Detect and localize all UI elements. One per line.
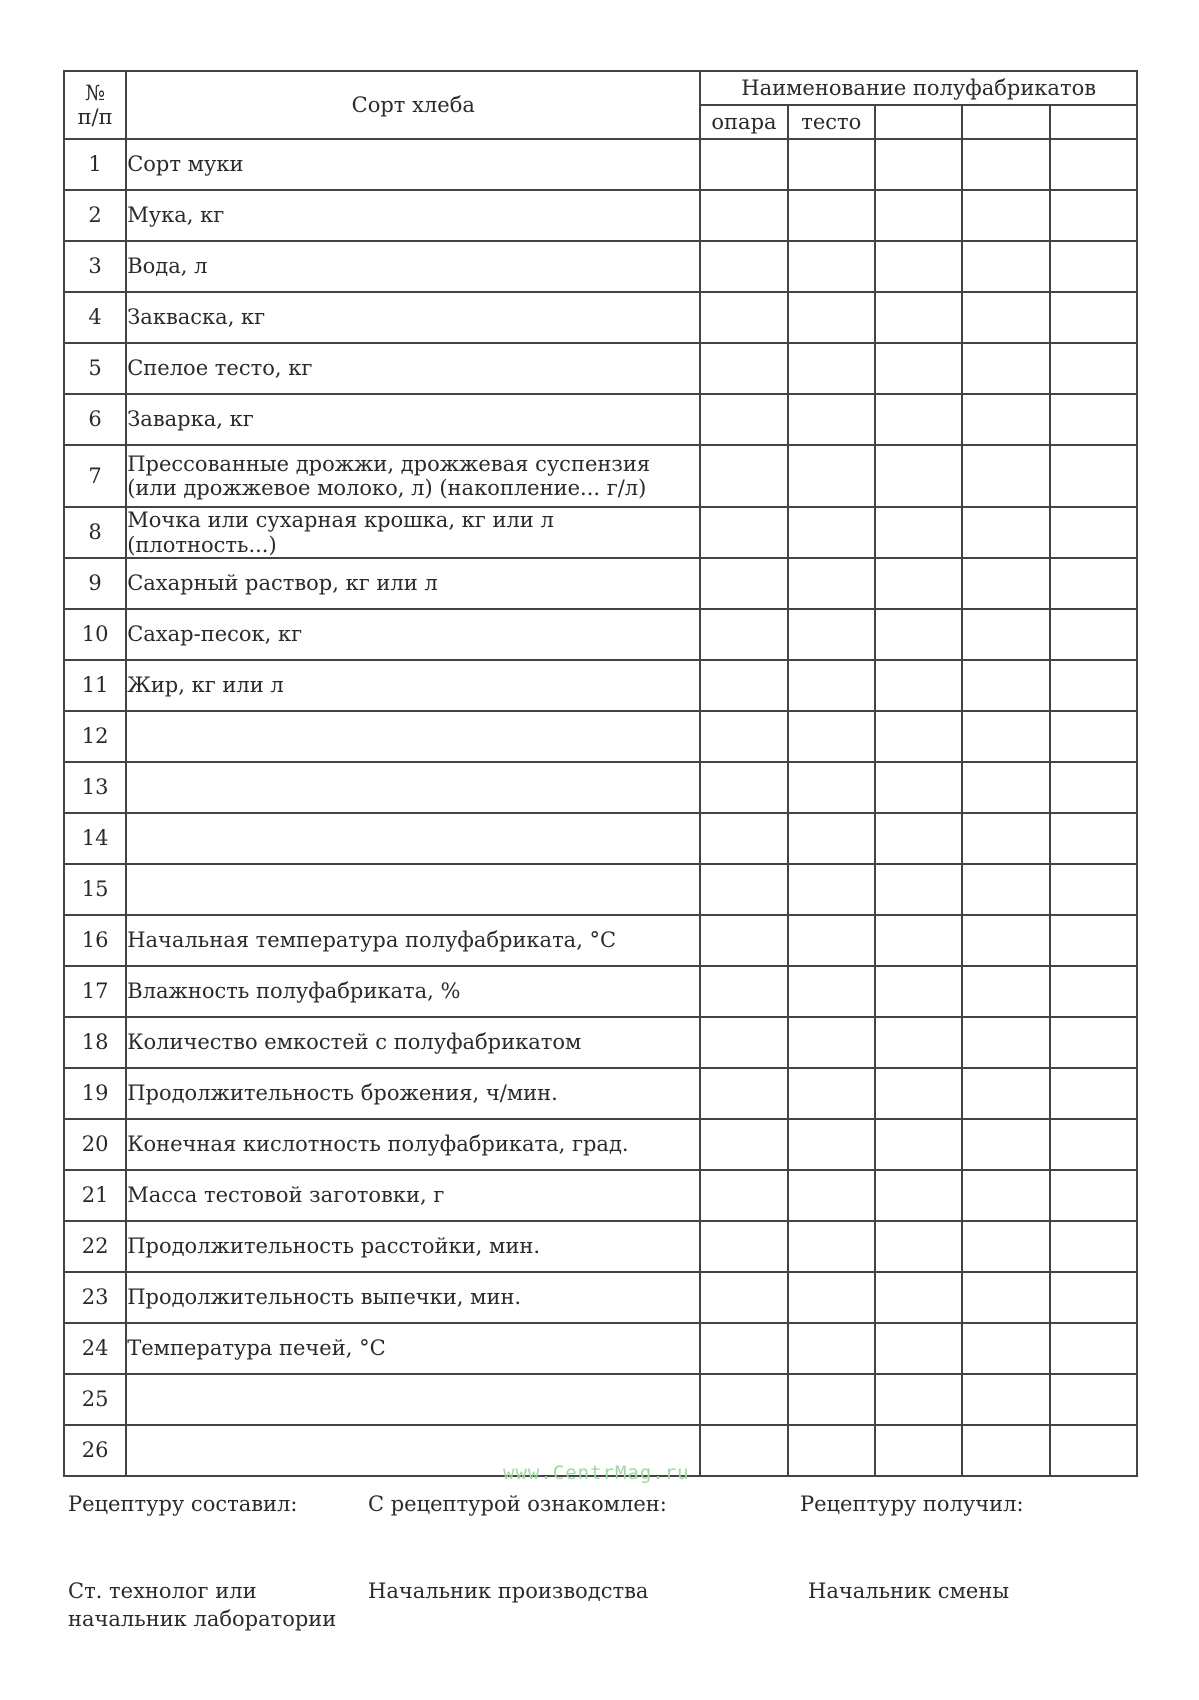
entry-cell[interactable] (788, 190, 875, 241)
table-row (64, 1374, 1137, 1425)
entry-cell[interactable] (962, 1017, 1049, 1068)
row-number: 24 (64, 1323, 126, 1374)
entry-cell[interactable] (1050, 1017, 1137, 1068)
entry-cell[interactable] (875, 915, 962, 966)
entry-cell[interactable] (875, 609, 962, 660)
entry-cell[interactable] (788, 1323, 875, 1374)
table-row (64, 343, 1137, 394)
entry-cell[interactable] (1050, 864, 1137, 915)
entry-cell[interactable] (1050, 394, 1137, 445)
entry-cell[interactable] (962, 394, 1049, 445)
row-number: 2 (64, 190, 126, 241)
entry-cell[interactable] (875, 711, 962, 762)
row-number: 12 (64, 711, 126, 762)
row-label: Продолжительность брожения, ч/мин. (126, 1068, 700, 1119)
row-number: 18 (64, 1017, 126, 1068)
row-label: Сорт муки (126, 139, 700, 190)
row-number: 5 (64, 343, 126, 394)
entry-cell[interactable] (962, 139, 1049, 190)
table-row (64, 660, 1137, 711)
table-row (64, 609, 1137, 660)
entry-cell[interactable] (700, 915, 787, 966)
entry-cell[interactable] (788, 139, 875, 190)
entry-cell[interactable] (700, 1119, 787, 1170)
entry-cell[interactable] (1050, 609, 1137, 660)
entry-cell[interactable] (875, 445, 962, 507)
table-row (64, 394, 1137, 445)
entry-cell[interactable] (1050, 966, 1137, 1017)
row-label: Влажность полуфабриката, % (126, 966, 700, 1017)
entry-cell[interactable] (962, 813, 1049, 864)
entry-cell[interactable] (962, 507, 1049, 558)
table-row (64, 190, 1137, 241)
row-label: Количество емкостей с полуфабрикатом (126, 1017, 700, 1068)
entry-cell[interactable] (700, 1068, 787, 1119)
header-semi-products: Наименование полуфабрикатов (700, 71, 1137, 105)
table-row (64, 241, 1137, 292)
entry-cell[interactable] (1050, 1374, 1137, 1425)
entry-cell[interactable] (788, 813, 875, 864)
entry-cell[interactable] (962, 190, 1049, 241)
row-label (126, 711, 700, 762)
entry-cell[interactable] (700, 1425, 787, 1476)
entry-cell[interactable] (788, 966, 875, 1017)
row-number: 10 (64, 609, 126, 660)
entry-cell[interactable] (1050, 343, 1137, 394)
table-row (64, 864, 1137, 915)
entry-cell[interactable] (788, 711, 875, 762)
entry-cell[interactable] (875, 1068, 962, 1119)
entry-cell[interactable] (962, 1221, 1049, 1272)
row-number: 3 (64, 241, 126, 292)
row-number: 15 (64, 864, 126, 915)
header-sub-4 (962, 105, 1049, 139)
entry-cell[interactable] (700, 241, 787, 292)
row-label: Температура печей, °С (126, 1323, 700, 1374)
table-row (64, 1170, 1137, 1221)
entry-cell[interactable] (962, 343, 1049, 394)
table-row (64, 1017, 1137, 1068)
entry-cell[interactable] (788, 241, 875, 292)
row-label: Вода, л (126, 241, 700, 292)
table-row (64, 1119, 1137, 1170)
entry-cell[interactable] (875, 1119, 962, 1170)
row-label: Спелое тесто, кг (126, 343, 700, 394)
entry-cell[interactable] (788, 1425, 875, 1476)
entry-cell[interactable] (700, 558, 787, 609)
row-number: 11 (64, 660, 126, 711)
footer-received-label: Рецептуру получил: (800, 1492, 1024, 1516)
entry-cell[interactable] (700, 139, 787, 190)
entry-cell[interactable] (788, 558, 875, 609)
entry-cell[interactable] (875, 660, 962, 711)
row-number: 22 (64, 1221, 126, 1272)
entry-cell[interactable] (1050, 1425, 1137, 1476)
row-number: 1 (64, 139, 126, 190)
row-number: 6 (64, 394, 126, 445)
row-label: Мочка или сухарная крошка, кг или л (плотность...) (126, 507, 700, 558)
entry-cell[interactable] (788, 507, 875, 558)
footer-compiled-label: Рецептуру составил: (68, 1492, 298, 1516)
row-number: 17 (64, 966, 126, 1017)
row-number: 16 (64, 915, 126, 966)
row-label: Конечная кислотность полуфабриката, град. (126, 1119, 700, 1170)
row-label (126, 762, 700, 813)
recipe-table (63, 70, 1138, 1477)
entry-cell[interactable] (1050, 660, 1137, 711)
entry-cell[interactable] (875, 1323, 962, 1374)
entry-cell[interactable] (875, 1221, 962, 1272)
entry-cell[interactable] (700, 660, 787, 711)
entry-cell[interactable] (962, 292, 1049, 343)
row-label: Сахарный раствор, кг или л (126, 558, 700, 609)
row-label: Начальная температура полуфабриката, °С (126, 915, 700, 966)
entry-cell[interactable] (700, 343, 787, 394)
table-row (64, 915, 1137, 966)
entry-cell[interactable] (875, 139, 962, 190)
entry-cell[interactable] (700, 445, 787, 507)
entry-cell[interactable] (1050, 445, 1137, 507)
row-number: 7 (64, 445, 126, 507)
entry-cell[interactable] (700, 609, 787, 660)
entry-cell[interactable] (875, 507, 962, 558)
footer-compiled-role: Ст. технолог или начальник лаборатории (68, 1579, 337, 1632)
entry-cell[interactable] (788, 1170, 875, 1221)
entry-cell[interactable] (962, 1272, 1049, 1323)
row-label: Закваска, кг (126, 292, 700, 343)
entry-cell[interactable] (700, 813, 787, 864)
entry-cell[interactable] (1050, 190, 1137, 241)
entry-cell[interactable] (1050, 1323, 1137, 1374)
table-row (64, 292, 1137, 343)
table-row (64, 139, 1137, 190)
watermark: www.CentrMag.ru (503, 1462, 690, 1484)
entry-cell[interactable] (1050, 1068, 1137, 1119)
row-label: Продолжительность выпечки, мин. (126, 1272, 700, 1323)
row-number: 8 (64, 507, 126, 558)
row-number: 20 (64, 1119, 126, 1170)
entry-cell[interactable] (788, 1272, 875, 1323)
entry-cell[interactable] (1050, 241, 1137, 292)
entry-cell[interactable] (962, 762, 1049, 813)
entry-cell[interactable] (962, 915, 1049, 966)
entry-cell[interactable] (962, 558, 1049, 609)
entry-cell[interactable] (788, 915, 875, 966)
row-number: 23 (64, 1272, 126, 1323)
table-row (64, 711, 1137, 762)
entry-cell[interactable] (700, 1221, 787, 1272)
header-number-label: № п/п (77, 80, 113, 129)
entry-cell[interactable] (962, 445, 1049, 507)
row-number: 4 (64, 292, 126, 343)
entry-cell[interactable] (700, 394, 787, 445)
entry-cell[interactable] (788, 445, 875, 507)
entry-cell[interactable] (875, 813, 962, 864)
footer-reviewed-role: Начальник производства (368, 1579, 649, 1603)
entry-cell[interactable] (1050, 292, 1137, 343)
entry-cell[interactable] (700, 1170, 787, 1221)
entry-cell[interactable] (962, 1119, 1049, 1170)
footer-reviewed-label: С рецептурой ознакомлен: (368, 1492, 667, 1516)
entry-cell[interactable] (875, 394, 962, 445)
header-sub-1: опара (700, 105, 787, 139)
entry-cell[interactable] (875, 558, 962, 609)
entry-cell[interactable] (875, 864, 962, 915)
entry-cell[interactable] (875, 1272, 962, 1323)
table-row (64, 966, 1137, 1017)
entry-cell[interactable] (962, 1323, 1049, 1374)
entry-cell[interactable] (1050, 558, 1137, 609)
entry-cell[interactable] (700, 1017, 787, 1068)
entry-cell[interactable] (700, 1374, 787, 1425)
entry-cell[interactable] (962, 864, 1049, 915)
entry-cell[interactable] (788, 660, 875, 711)
entry-cell[interactable] (962, 1068, 1049, 1119)
table-row (64, 507, 1137, 558)
row-label: Жир, кг или л (126, 660, 700, 711)
row-label (126, 1374, 700, 1425)
entry-cell[interactable] (788, 1119, 875, 1170)
entry-cell[interactable] (1050, 711, 1137, 762)
entry-cell[interactable] (788, 1221, 875, 1272)
entry-cell[interactable] (700, 711, 787, 762)
entry-cell[interactable] (700, 1323, 787, 1374)
entry-cell[interactable] (700, 864, 787, 915)
footer-received-role: Начальник смены (808, 1579, 1010, 1603)
row-label: Прессованные дрожжи, дрожжевая суспензия (или дрожжевое молоко, л) (накопление... г/л) (126, 445, 700, 507)
table-row (64, 1068, 1137, 1119)
entry-cell[interactable] (875, 343, 962, 394)
entry-cell[interactable] (962, 241, 1049, 292)
row-label (126, 813, 700, 864)
row-number: 25 (64, 1374, 126, 1425)
entry-cell[interactable] (1050, 139, 1137, 190)
entry-cell[interactable] (875, 190, 962, 241)
row-number: 14 (64, 813, 126, 864)
entry-cell[interactable] (962, 1425, 1049, 1476)
entry-cell[interactable] (700, 190, 787, 241)
entry-cell[interactable] (1050, 915, 1137, 966)
entry-cell[interactable] (962, 609, 1049, 660)
header-sub-3 (875, 105, 962, 139)
entry-cell[interactable] (875, 1425, 962, 1476)
row-number: 26 (64, 1425, 126, 1476)
entry-cell[interactable] (1050, 762, 1137, 813)
entry-cell[interactable] (1050, 1272, 1137, 1323)
entry-cell[interactable] (962, 966, 1049, 1017)
entry-cell[interactable] (875, 1170, 962, 1221)
row-label: Продолжительность расстойки, мин. (126, 1221, 700, 1272)
table-row (64, 445, 1137, 507)
row-label: Сахар-песок, кг (126, 609, 700, 660)
row-label: Заварка, кг (126, 394, 700, 445)
row-label (126, 864, 700, 915)
row-label: Мука, кг (126, 190, 700, 241)
entry-cell[interactable] (962, 1374, 1049, 1425)
row-number: 19 (64, 1068, 126, 1119)
entry-cell[interactable] (788, 609, 875, 660)
entry-cell[interactable] (1050, 1221, 1137, 1272)
entry-cell[interactable] (788, 1068, 875, 1119)
entry-cell[interactable] (788, 394, 875, 445)
entry-cell[interactable] (875, 241, 962, 292)
row-number: 13 (64, 762, 126, 813)
entry-cell[interactable] (875, 1374, 962, 1425)
entry-cell[interactable] (788, 343, 875, 394)
table-row (64, 762, 1137, 813)
table-row (64, 1272, 1137, 1323)
header-sub-5 (1050, 105, 1137, 139)
entry-cell[interactable] (875, 292, 962, 343)
entry-cell[interactable] (788, 762, 875, 813)
entry-cell[interactable] (700, 966, 787, 1017)
entry-cell[interactable] (700, 1272, 787, 1323)
entry-cell[interactable] (1050, 1119, 1137, 1170)
table-row (64, 813, 1137, 864)
entry-cell[interactable] (700, 507, 787, 558)
entry-cell[interactable] (962, 1170, 1049, 1221)
entry-cell[interactable] (700, 762, 787, 813)
entry-cell[interactable] (962, 711, 1049, 762)
table-row (64, 1323, 1137, 1374)
row-number: 9 (64, 558, 126, 609)
table-row (64, 1221, 1137, 1272)
entry-cell[interactable] (962, 660, 1049, 711)
entry-cell[interactable] (875, 1017, 962, 1068)
entry-cell[interactable] (788, 292, 875, 343)
header-bread-grade: Сорт хлеба (126, 71, 700, 139)
header-number (64, 71, 126, 139)
entry-cell[interactable] (875, 966, 962, 1017)
entry-cell[interactable] (1050, 1170, 1137, 1221)
entry-cell[interactable] (1050, 507, 1137, 558)
entry-cell[interactable] (1050, 813, 1137, 864)
table-row (64, 558, 1137, 609)
entry-cell[interactable] (788, 864, 875, 915)
entry-cell[interactable] (700, 292, 787, 343)
row-number: 21 (64, 1170, 126, 1221)
header-sub-2: тесто (788, 105, 875, 139)
row-label: Масса тестовой заготовки, г (126, 1170, 700, 1221)
entry-cell[interactable] (788, 1017, 875, 1068)
entry-cell[interactable] (875, 762, 962, 813)
entry-cell[interactable] (788, 1374, 875, 1425)
